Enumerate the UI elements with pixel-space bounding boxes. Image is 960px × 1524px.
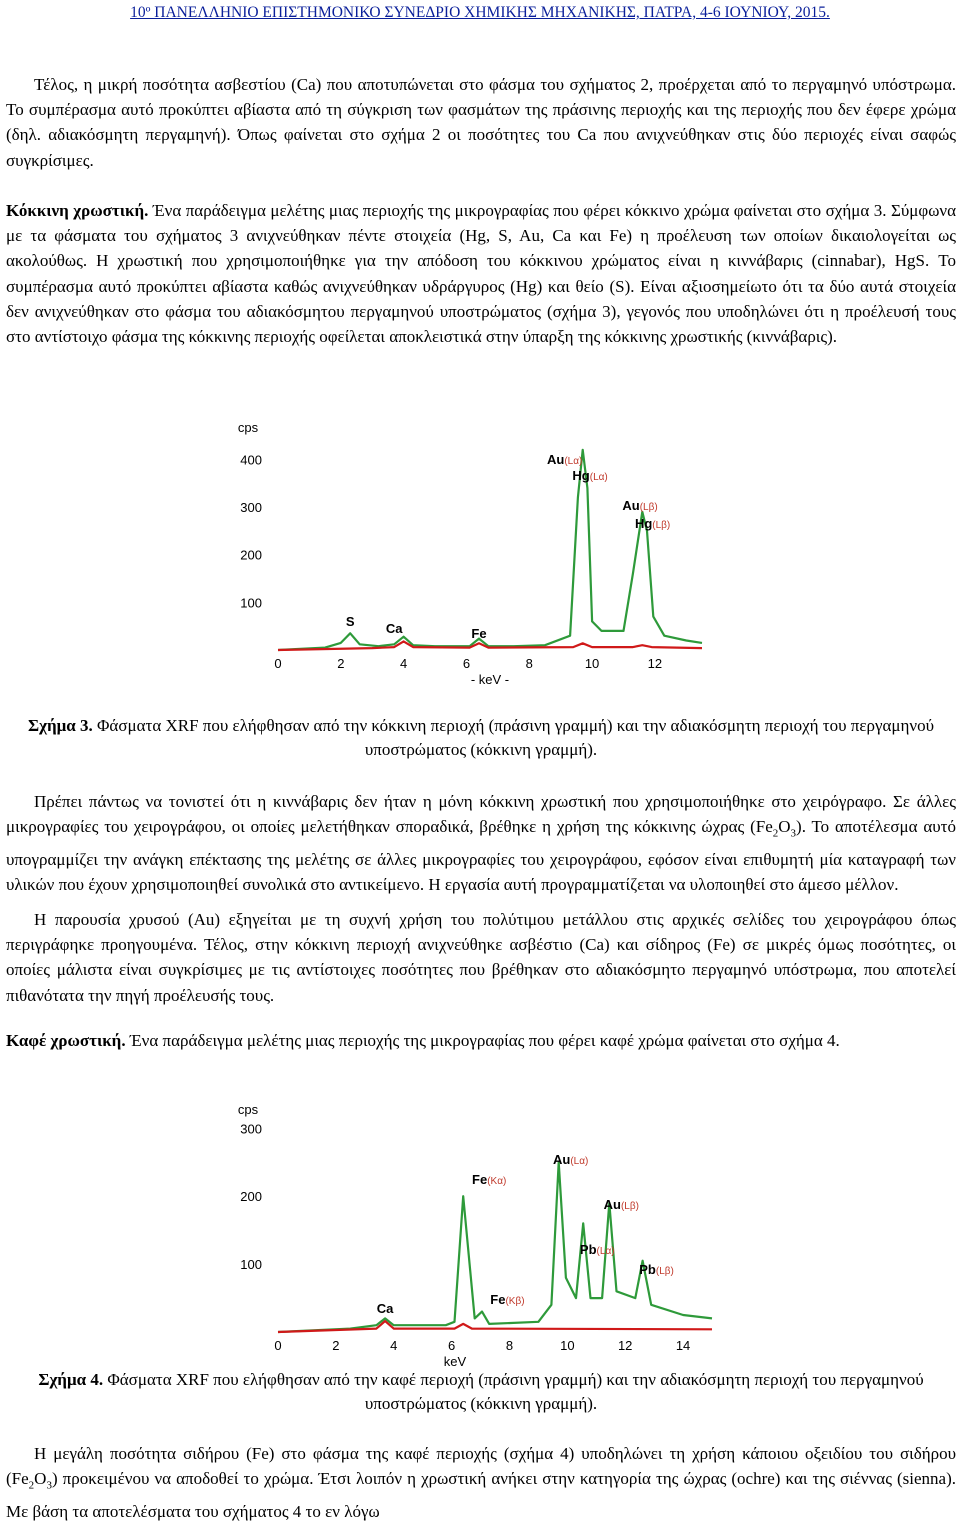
series-line-sample (278, 450, 702, 650)
subscript: 3 (790, 827, 797, 840)
figure-4-caption (6, 1368, 956, 1416)
peak-label: Au(Lβ) (622, 498, 658, 513)
subscript: 2 (772, 827, 779, 840)
peak-label: Ca (385, 621, 403, 636)
subscript: 2 (28, 1479, 35, 1492)
paragraph-iron-oxide-o: O (34, 1469, 47, 1489)
y-tick-label: 100 (240, 1257, 262, 1273)
y-axis-label: cps (237, 420, 259, 435)
x-tick-label: 2 (332, 1338, 340, 1353)
peak-label: Ca (376, 1301, 394, 1316)
x-tick-label: 8 (525, 656, 533, 671)
subscript: 3 (46, 1479, 52, 1492)
paragraph-red-pigment (6, 198, 956, 349)
paragraph-gold: Η παρουσία χρυσού (Au) εξηγείται με τη συχνή χρήση του πολύτιμου μετάλλου στις αρχικές σελίδες του χειρογράφου όπως περιγράφηκε προηγουμένα. Τέλος, στην κόκκινη περιοχή ανιχνεύθηκε ασβέστιο (Ca) και σίδηρος (Fe) σε μικρές όμως ποσότητες, οι οποίες μάλιστα είναι συγκρίσιμες με τις αντίστοιχες ποσότητες που βρέθηκαν στο αδιακόσμητο περγαμηνό υπόστρωμα, που αποτελεί πιθανότατα την πηγή προέλευσής τους. (6, 910, 956, 1005)
paragraph-brown-pigment-text: Ένα παράδειγμα μελέτης μιας περιοχής της μικρογραφίας που φέρει καφέ χρώμα φαίνεται στο σχήμα 4. (125, 1031, 840, 1050)
figure-3-caption (6, 714, 956, 762)
paragraph-iron-oxide (6, 1441, 956, 1524)
peak-label: Fe(Kβ) (490, 1292, 525, 1307)
peak-label: Au(Lβ) (603, 1197, 639, 1212)
x-tick-label: 6 (447, 1338, 456, 1353)
peak-label: Pb(Lβ) (639, 1262, 674, 1277)
conference-header: 10º ΠΑΝΕΛΛΗΝΙΟ ΕΠΙΣΤΗΜΟΝΙΚΟ ΣΥΝΕΔΡΙΟ ΧΗΜΙΚΗΣ ΜΗΧΑΝΙΚΗΣ, ΠΑΤΡΑ, 4-6 ΙΟΥΝΙΟΥ, 2015. (130, 4, 830, 21)
figure-3-caption-label: Σχήμα 3. (27, 716, 93, 735)
paragraph-iron-oxide-a: Η μεγάλη ποσότητα σιδήρου (Fe) στο φάσμα της καφέ περιοχής (σχήμα 4) υποδηλώνει τη χρήση κάποιου οξειδίου του σιδήρου (Fe (6, 1444, 956, 1489)
x-axis-label: keV (443, 1354, 467, 1369)
figure-3-xrf-spectrum (237, 418, 710, 688)
heading-red-pigment: Κόκκινη χρωστική. (6, 201, 149, 220)
x-tick-label: 10 (584, 656, 600, 671)
x-tick-label: 6 (462, 656, 471, 671)
y-tick-label: 400 (240, 452, 262, 468)
heading-brown-pigment: Καφέ χρωστική. (6, 1031, 126, 1050)
x-tick-label: 14 (675, 1338, 691, 1353)
peak-label: Pb(Lα) (579, 1242, 615, 1257)
y-tick-label: 200 (240, 547, 262, 563)
x-tick-label: 12 (647, 656, 663, 671)
y-axis-label: cps (237, 1102, 259, 1117)
peak-label: Hg(Lβ) (634, 516, 671, 531)
peak-label: Hg(Lα) (572, 468, 608, 483)
y-tick-label: 300 (240, 500, 262, 516)
peak-label: Au(Lα) (546, 452, 583, 467)
y-tick-label: 300 (240, 1121, 262, 1137)
peak-label: S (345, 614, 355, 629)
paragraph-red-ochre-o: O (778, 817, 791, 837)
paragraph-red-ochre (6, 789, 956, 897)
x-axis-label: - keV - (470, 672, 510, 687)
figure-4-caption-label: Σχήμα 4. (38, 1370, 104, 1389)
paragraph-brown-pigment (6, 1028, 956, 1053)
x-tick-label: 4 (390, 1338, 398, 1353)
x-tick-label: 10 (560, 1338, 575, 1353)
y-tick-label: 100 (240, 595, 262, 611)
x-tick-label: 4 (400, 656, 408, 671)
y-tick-label: 200 (240, 1189, 262, 1205)
figure-3-caption-text: Φάσματα XRF που ελήφθησαν από την κόκκινη περιοχή (πράσινη γραμμή) και την αδιακόσμητη περιοχή του περγαμηνού υποστρώματος (κόκκινη γραμμή). (92, 716, 934, 759)
x-tick-label: 0 (274, 1338, 282, 1353)
peak-label: Fe (471, 626, 487, 641)
figure-4-caption-text: Φάσματα XRF που ελήφθησαν από την καφέ περιοχή (πράσινη γραμμή) και την αδιακόσμητη περιοχή του περγαμηνού υποστρώματος (κόκκινη γραμμή). (103, 1370, 924, 1413)
peak-label: Fe(Kα) (472, 1172, 507, 1187)
figure-4-xrf-spectrum (237, 1100, 720, 1370)
x-tick-label: 2 (337, 656, 345, 671)
paragraph-red-pigment-text: Ένα παράδειγμα μελέτης μιας περιοχής της μικρογραφίας που φέρει κόκκινο χρώμα φαίνεται στο σχήμα 3. Σύμφωνα με τα φάσματα του σχήματος 3 ανιχνεύθηκαν πέντε στοιχεία (Hg, S, Au, Ca και Fe) η προέλευση των οποίων δικαιολογείται ως ακολούθως. Η χρωστική που χρησιμοποιήθηκε για την απόδοση του κόκκινου χρώματος είναι η κιννάβαρις (cinnabar), HgS. Το συμπέρασμα αυτό προκύπτει αβίαστα καθώς ανιχνεύθηκαν υδράργυρος (Hg) και θείο (S). Είναι αξιοσημείωτο ότι τα δύο αυτά στοιχεία δεν ανιχνεύθηκαν στο φάσμα του αδιακόσμητου περγαμηνού υποστρώματος (σχήμα 3), γεγονός που υποδηλώνει ότι η προέλευσή τους στο αντίστοιχο φάσμα της κόκκινης περιοχής οφείλεται αποκλειστικά στην ύπαρξη της κόκκινης χρωστικής (κιννάβαρις). (6, 201, 956, 347)
paragraph-iron-oxide-b: ) προκειμένου να αποδοθεί το χρώμα. Έτσι λοιπόν η χρωστική ανήκει στην κατηγορία της ώχρας (ochre) και της σιέννας (sienna). Με βάση τα αποτελέσματα του σχήματος 4 το εν λόγω (6, 1469, 956, 1521)
x-tick-label: 12 (617, 1338, 633, 1353)
x-tick-label: 0 (274, 656, 282, 671)
paragraph-calcium: Τέλος, η μικρή ποσότητα ασβεστίου (Ca) που αποτυπώνεται στο φάσμα του σχήματος 2, προέρχεται από το περγαμηνό υπόστρωμα. Το συμπέρασμα αυτό προκύπτει αβίαστα από τη σύγκριση των φασμάτων της πράσινης περιοχής και της περιοχής που δεν έφερε χρώμα (δηλ. αδιακόσμητη περγαμηνή). Όπως φαίνεται στο σχήμα 2 οι ποσότητες του Ca που ανιχνεύθηκαν στις δύο περιοχές είναι σαφώς συγκρίσιμες. (6, 75, 956, 170)
x-tick-label: 8 (505, 1338, 514, 1353)
paragraph-red-ochre-b: ). Το αποτέλεσμα αυτό υπογραμμίζει την ανάγκη επέκτασης της μελέτης σε άλλες μικρογραφίες του χειρογράφου, εφόσον είναι επιθυμητή μία καταγραφή των υλικών που έχουν χρησιμοποιηθεί συνολικά στο αντικείμενο. Η εργασία αυτή προγραμματίζεται να υλοποιηθεί στο άμεσο μέλλον. (6, 817, 957, 894)
paragraph-red-ochre-a: Πρέπει πάντως να τονιστεί ότι η κιννάβαρις δεν ήταν η μόνη κόκκινη χρωστική που χρησιμοποιήθηκε στο χειρόγραφο. Σε άλλες μικρογραφίες του χειρογράφου, οι οποίες μελετήθηκαν σποραδικά, βρέθηκε η χρήση της κόκκινης ώχρας (Fe (6, 792, 956, 837)
peak-label: Au(Lα) (552, 1152, 589, 1167)
